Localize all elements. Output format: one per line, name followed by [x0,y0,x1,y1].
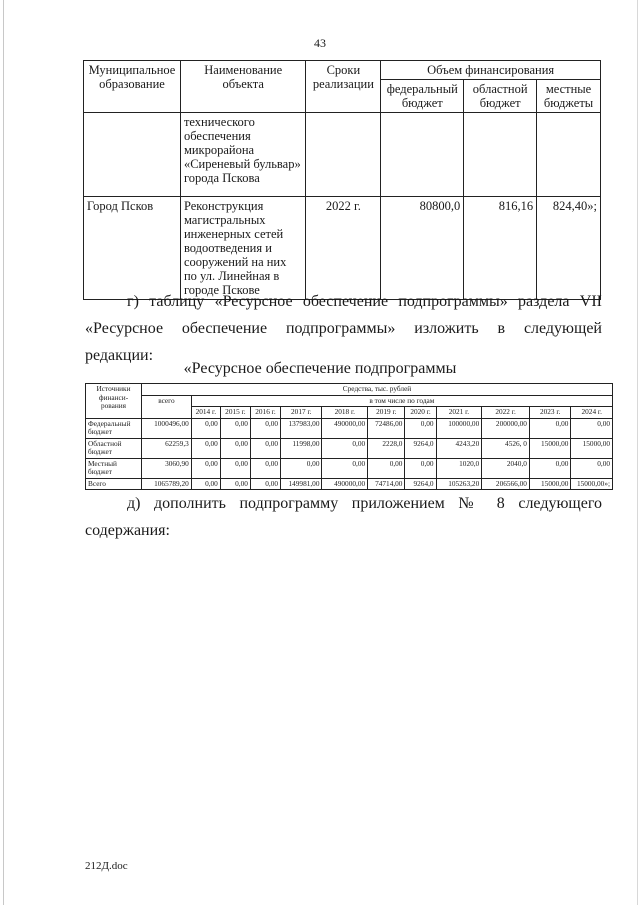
cell-value: 15000,00 [571,438,613,458]
cell-value: 490000,00 [322,478,368,490]
paragraph-line: редакции: [85,347,154,364]
cell-federal [381,113,464,197]
header-sources: Источники финанси-рования [86,384,142,419]
paragraph-line: г) таблицу «Ресурсное обеспечение подпрограммы» раздела VII [127,293,602,310]
cell-value: 0,00 [250,478,280,490]
header-year: 2018 г. [322,407,368,419]
header-object-name: Наименование объекта [180,61,305,113]
cell-value: 0,00 [220,418,250,438]
cell-value: 2228,0 [368,438,405,458]
header-total: всего [142,395,192,418]
table-row [86,438,613,458]
paragraph-g [85,288,602,369]
cell-value: 0,00 [405,418,436,438]
header-year: 2022 г. [482,407,530,419]
header-year: 2019 г. [368,407,405,419]
footer-filename: 212Д.doc [85,860,128,872]
header-year: 2023 г. [529,407,570,419]
cell-regional: 816,16 [464,197,537,300]
table-row [86,418,613,438]
paragraph-line: д) дополнить подпрограмму приложением № 8 следующего [127,495,602,512]
header-year: 2017 г. [281,407,322,419]
cell-object: технического обеспечения микрорайона «Сиреневый бульвар» города Пскова [180,113,305,197]
header-year: 2024 г. [571,407,613,419]
cell-value: 0,00 [281,458,322,478]
cell-value: 11998,00 [281,438,322,458]
cell-value: 0,00 [250,458,280,478]
cell-local: 824,40»; [537,197,601,300]
cell-value: 1020,0 [436,458,482,478]
paragraph-line: «Ресурсное обеспечение подпрограммы» изложить в следующей [85,320,602,337]
cell-value: 137983,00 [281,418,322,438]
cell-value: 4243,20 [436,438,482,458]
cell-value: 0,00 [322,438,368,458]
cell-value: 0,00 [250,438,280,458]
cell-value: 0,00 [220,438,250,458]
cell-value: 0,00 [571,418,613,438]
cell-value: 200000,00 [482,418,530,438]
paragraph-line: содержания: [85,522,170,539]
table-row [86,458,613,478]
header-year: 2016 г. [250,407,280,419]
cell-source: Местный бюджет [86,458,142,478]
paragraph-d [85,490,602,544]
header-volume: Объем финансирования [381,61,601,80]
page-number: 43 [314,36,326,50]
cell-value: 74714,00 [368,478,405,490]
cell-value: 3060,90 [142,458,192,478]
cell-value: 72486,00 [368,418,405,438]
cell-source: Федеральный бюджет [86,418,142,438]
cell-value: 149981,00 [281,478,322,490]
table-title: «Ресурсное обеспечение подпрограммы [183,360,457,377]
cell-value: 15000,00 [529,478,570,490]
cell-value: 0,00 [191,438,220,458]
cell-value: 1065789,20 [142,478,192,490]
cell-object: Реконструкция магистральных инженерных сетей водоотведения и сооружений на них по ул. Линейная в городе Пскове [180,197,305,300]
header-regional: областной бюджет [464,80,537,113]
table-row [86,478,613,490]
cell-value: 0,00 [529,418,570,438]
cell-value: 0,00 [529,458,570,478]
cell-value: 4526, 0 [482,438,530,458]
cell-value: 0,00 [191,478,220,490]
cell-value: 15000,00»; [571,478,613,490]
financing-table [83,60,601,300]
scan-edge-right [637,0,638,905]
header-year: 2020 г. [405,407,436,419]
cell-federal: 80800,0 [381,197,464,300]
header-local: местные бюджеты [537,80,601,113]
header-by-years: в том числе по годам [191,395,612,407]
cell-value: 62259,3 [142,438,192,458]
cell-regional [464,113,537,197]
header-terms: Сроки реализации [306,61,381,113]
cell-term [306,113,381,197]
table-row [84,197,601,300]
cell-value: 0,00 [250,418,280,438]
cell-value: 0,00 [368,458,405,478]
cell-term: 2022 г. [306,197,381,300]
cell-value: 0,00 [191,418,220,438]
cell-value: 0,00 [220,478,250,490]
cell-value: 15000,00 [529,438,570,458]
cell-value: 0,00 [322,458,368,478]
table-row [84,113,601,197]
scan-edge-left [3,0,4,905]
header-federal: федеральный бюджет [381,80,464,113]
cell-value: 0,00 [405,458,436,478]
header-year: 2021 г. [436,407,482,419]
resource-table [85,383,613,490]
header-year: 2015 г. [220,407,250,419]
header-year: 2014 г. [191,407,220,419]
cell-value: 206566,00 [482,478,530,490]
cell-value: 1000496,00 [142,418,192,438]
cell-source: Областной бюджет [86,438,142,458]
cell-value: 0,00 [220,458,250,478]
cell-value: 9264,0 [405,478,436,490]
cell-local [537,113,601,197]
cell-municipality: Город Псков [84,197,181,300]
cell-value: 0,00 [191,458,220,478]
header-funds: Средства, тыс. рублей [142,384,613,396]
cell-value: 490000,00 [322,418,368,438]
cell-value: 2040,0 [482,458,530,478]
cell-value: 0,00 [571,458,613,478]
cell-value: 9264,0 [405,438,436,458]
cell-value: 100000,00 [436,418,482,438]
header-municipality: Муниципальное образование [84,61,181,113]
cell-value: 105263,20 [436,478,482,490]
cell-source: Всего [86,478,142,490]
cell-municipality [84,113,181,197]
